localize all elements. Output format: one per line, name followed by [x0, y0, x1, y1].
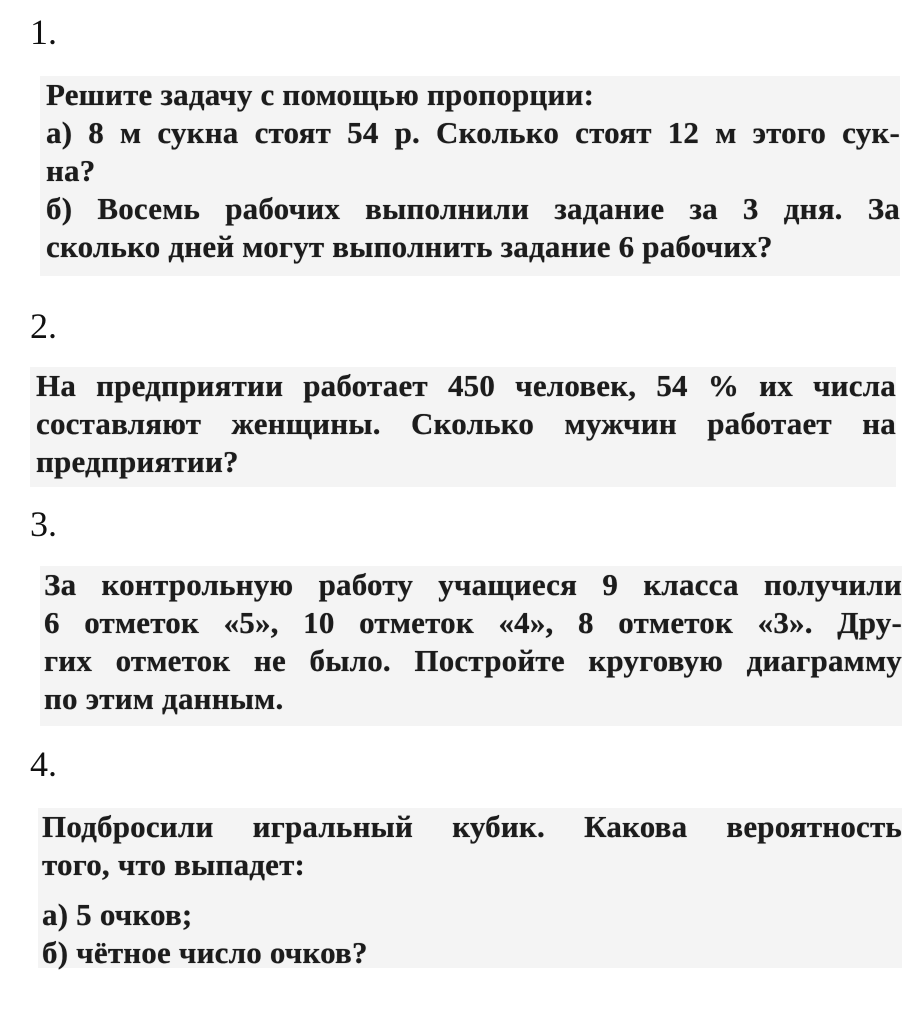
task-2-number: 2. [30, 306, 57, 346]
task-3-line-4: по этим данным. [44, 681, 284, 716]
task-4-number: 4. [30, 744, 57, 784]
task-1-line-4: б) Восемь рабочих выполнили задание за 3 дня. За [46, 191, 900, 226]
task-4-line-3: а) 5 очков; [42, 897, 193, 932]
task-2-text [30, 367, 896, 487]
task-4-spacer [42, 884, 902, 896]
task-1-number: 1. [30, 12, 57, 52]
task-1-line-2: а) 8 м сукна стоят 54 р. Сколько стоят 12 м этого сук- [46, 115, 900, 150]
task-4-line-2: того, что выпадет: [42, 847, 306, 882]
task-3-line-2: 6 отметок «5», 10 отметок «4», 8 отметок «3». Дру- [44, 605, 902, 640]
task-2-line-3: предприятии? [36, 444, 239, 479]
task-1-line-3: на? [46, 153, 96, 188]
task-4-line-1: Подбросили игральный кубик. Какова вероятность [42, 809, 902, 844]
task-3-line-1: За контрольную работу учащиеся 9 класса получили [44, 567, 902, 602]
task-1-text [40, 76, 900, 276]
task-2-line-2: составляют женщины. Сколько мужчин работает на [36, 406, 896, 441]
task-3-line-3: гих отметок не было. Постройте круговую диаграмму [44, 643, 902, 678]
task-4-text [38, 808, 902, 968]
task-1-line-1: Решите задачу с помощью пропорции: [46, 77, 595, 112]
task-3-number: 3. [30, 504, 57, 544]
task-1-line-5: сколько дней могут выполнить задание 6 рабочих? [46, 229, 773, 264]
task-2-line-1: На предприятии работает 450 человек, 54 % их числа [36, 368, 896, 403]
task-3-text [40, 566, 902, 726]
task-4-line-4: б) чётное число очков? [42, 935, 368, 970]
